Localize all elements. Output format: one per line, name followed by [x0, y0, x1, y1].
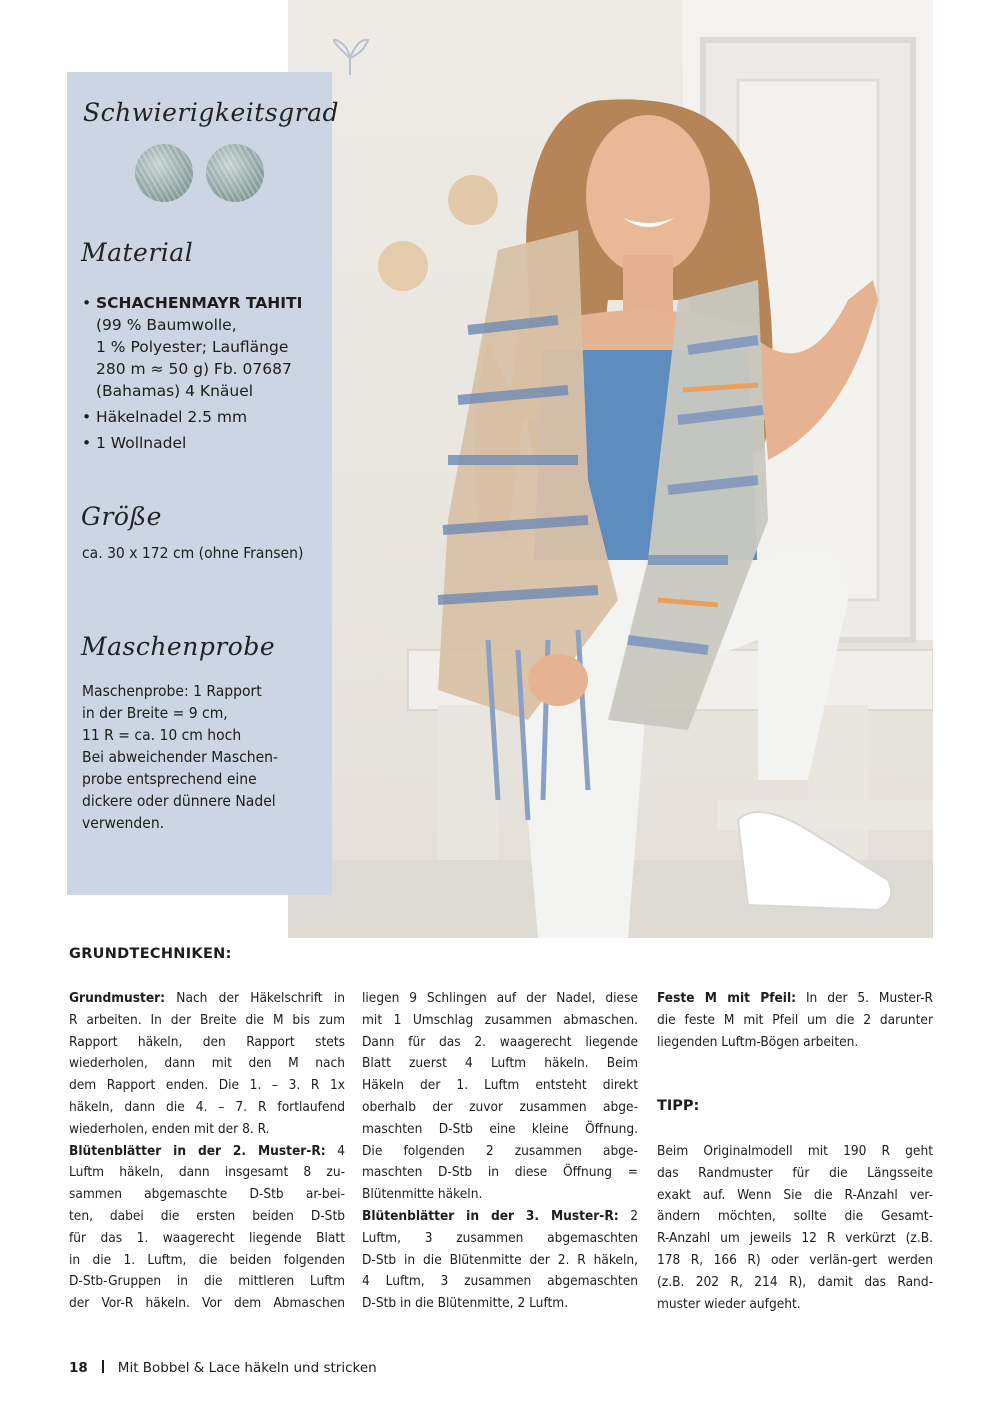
footer-divider [102, 1360, 104, 1373]
paragraph-line: Blütenmitte häkeln. [362, 1186, 483, 1203]
paragraph-line: Rapport häkeln, den Rapport stets [69, 1033, 345, 1050]
paragraph-line: Blatt zuerst 4 Luftm häkeln. Beim [362, 1055, 638, 1072]
paragraph-line: (z.B. 202 R, 214 R), damit das Rand- [657, 1273, 933, 1290]
term-bluetenblaetter-2: Blütenblätter in der 2. Muster-R: [69, 1142, 326, 1159]
paragraph-line: Häkeln der 1. Luftm entsteht direkt [362, 1077, 638, 1094]
yarn-ball-icon [206, 144, 264, 202]
paragraph-line: der Vor-R häkeln. Vor dem Abmaschen [69, 1295, 345, 1312]
paragraph-line [657, 988, 933, 1010]
photo-illustration [288, 0, 933, 938]
material-item-hook [82, 406, 327, 428]
paragraph-line: die feste M mit Pfeil um die 2 darunter [657, 1011, 933, 1028]
yarn-ball-icon [135, 144, 193, 202]
paragraph-line: 178 R, 166 R) oder verlän-gert werden [657, 1251, 933, 1268]
paragraph-line: ten, dabei die ersten beiden D-Stb [69, 1207, 345, 1224]
text-run: 4 [325, 1142, 345, 1159]
paragraph-line: wiederholen, enden mit der 8. R. [69, 1120, 270, 1137]
gauge-line: Maschenprobe: 1 Rapport [82, 682, 262, 700]
yarn-name: SCHACHENMAYR TAHITI [96, 294, 303, 312]
paragraph-line: sammen abgemaschte D-Stb ar-bei- [69, 1186, 345, 1203]
gauge-text [82, 680, 278, 834]
paragraph-line: D-Stb in die Blütenmitte, 2 Luftm. [362, 1295, 569, 1312]
text-run: 2 [618, 1207, 638, 1224]
gauge-line: in der Breite = 9 cm, [82, 704, 228, 722]
paragraph-line: liegen 9 Schlingen auf der Nadel, diese [362, 990, 638, 1006]
hook-label: Häkelnadel 2.5 mm [96, 408, 248, 426]
page-number: 18 [69, 1360, 88, 1376]
info-panel [67, 72, 340, 895]
material-list [82, 292, 327, 458]
page-footer [69, 1360, 377, 1376]
gauge-line: 11 R = ca. 10 cm hoch [82, 726, 242, 744]
size-heading: Größe [81, 502, 162, 531]
paragraph-line: mit 1 Umschlag zusammen abmaschen. [362, 1011, 638, 1028]
model-photo [288, 0, 933, 938]
paragraph-line: das Randmuster für die Längsseite [657, 1164, 933, 1181]
text-run: In der 5. Muster-R [796, 990, 933, 1006]
text-column-1 [69, 988, 345, 1315]
material-item-yarn [82, 292, 327, 402]
paragraph-line: häkeln, dann die 4. – 7. R fortlaufend [69, 1098, 345, 1115]
difficulty-heading: Schwierigkeitsgrad [83, 98, 340, 127]
paragraph-line [362, 1206, 638, 1228]
text-run: Nach der Häkelschrift in [165, 990, 345, 1006]
yarn-detail-line: 1 % Polyester; Lauflänge [96, 338, 289, 356]
gauge-line: dickere oder dünnere Nadel [82, 792, 276, 810]
paragraph-line: maschten D-Stb in diese Öffnung = [362, 1164, 638, 1181]
text-column-3 [657, 988, 933, 1053]
yarn-detail-line: (99 % Baumwolle, [96, 316, 237, 334]
paragraph-line: Dann für das 2. waagerecht liegende [362, 1033, 638, 1050]
material-heading: Material [81, 238, 194, 267]
paragraph-line: liegenden Luftm-Bögen arbeiten. [657, 1033, 859, 1050]
material-item-needle [82, 432, 327, 454]
paragraph-line: R arbeiten. In der Breite die M bis zum [69, 1011, 345, 1028]
gauge-line: Bei abweichender Maschen- [82, 748, 279, 766]
paragraph-line [69, 988, 345, 1010]
paragraph-line: für das 1. waagerecht liegende Blatt [69, 1229, 345, 1246]
text-column-2 [362, 988, 638, 1315]
size-text: ca. 30 x 172 cm (ohne Fransen) [82, 544, 304, 562]
paragraph-line: Beim Originalmodell mit 190 R geht [657, 1143, 933, 1159]
paragraph-line: 4 Luftm, 3 zusammen abgemaschten [362, 1273, 638, 1290]
paragraph-line: D-Stb in die Blütenmitte der 2. R häkeln, [362, 1251, 638, 1268]
term-bluetenblaetter-3: Blütenblätter in der 3. Muster-R: [362, 1207, 619, 1224]
paragraph-line: dem Rapport enden. Die 1. – 3. R 1x [69, 1077, 345, 1094]
paragraph-line: ändern möchten, sollte die Gesamt- [657, 1208, 933, 1225]
yarn-detail-line: (Bahamas) 4 Knäuel [96, 382, 254, 400]
paragraph-line: R-Anzahl um jeweils 12 R verkürzt (z.B. [657, 1230, 933, 1247]
gauge-line: probe entsprechend eine [82, 770, 257, 788]
paragraph-line: Luftm häkeln, dann insgesamt 8 zu- [69, 1164, 345, 1181]
tip-text [657, 1141, 933, 1315]
paragraph-line: Die folgenden 2 zusammen abge- [362, 1142, 638, 1159]
paragraph-line: Luftm, 3 zusammen abgemaschten [362, 1229, 638, 1246]
paragraph-line: wiederholen, dann mit den M nach [69, 1055, 345, 1072]
paragraph-line: oberhalb der zuvor zusammen abge- [362, 1098, 638, 1115]
gauge-line: verwenden. [82, 814, 165, 832]
needle-label: 1 Wollnadel [96, 434, 187, 452]
section-heading: GRUNDTECHNIKEN: [69, 946, 232, 962]
term-feste-m: Feste M mit Pfeil: [657, 990, 797, 1006]
yarn-detail-line: 280 m ≈ 50 g) Fb. 07687 [96, 360, 292, 378]
book-title: Mit Bobbel & Lace häkeln und stricken [117, 1360, 377, 1376]
paragraph-line: D-Stb-Gruppen in die mittleren Luftm [69, 1273, 345, 1290]
paragraph-line: in die 1. Luftm, die beiden folgenden [69, 1251, 345, 1268]
paragraph-line: muster wieder aufgeht. [657, 1295, 801, 1312]
term-grundmuster: Grundmuster: [69, 990, 166, 1006]
paragraph-line [69, 1141, 345, 1163]
paragraph-line: maschten D-Stb eine kleine Öffnung. [362, 1120, 638, 1137]
paragraph-line: exakt auf. Wenn Sie die R-Anzahl ver- [657, 1186, 933, 1203]
tip-heading: TIPP: [657, 1098, 700, 1114]
gauge-heading: Maschenprobe [81, 632, 276, 661]
